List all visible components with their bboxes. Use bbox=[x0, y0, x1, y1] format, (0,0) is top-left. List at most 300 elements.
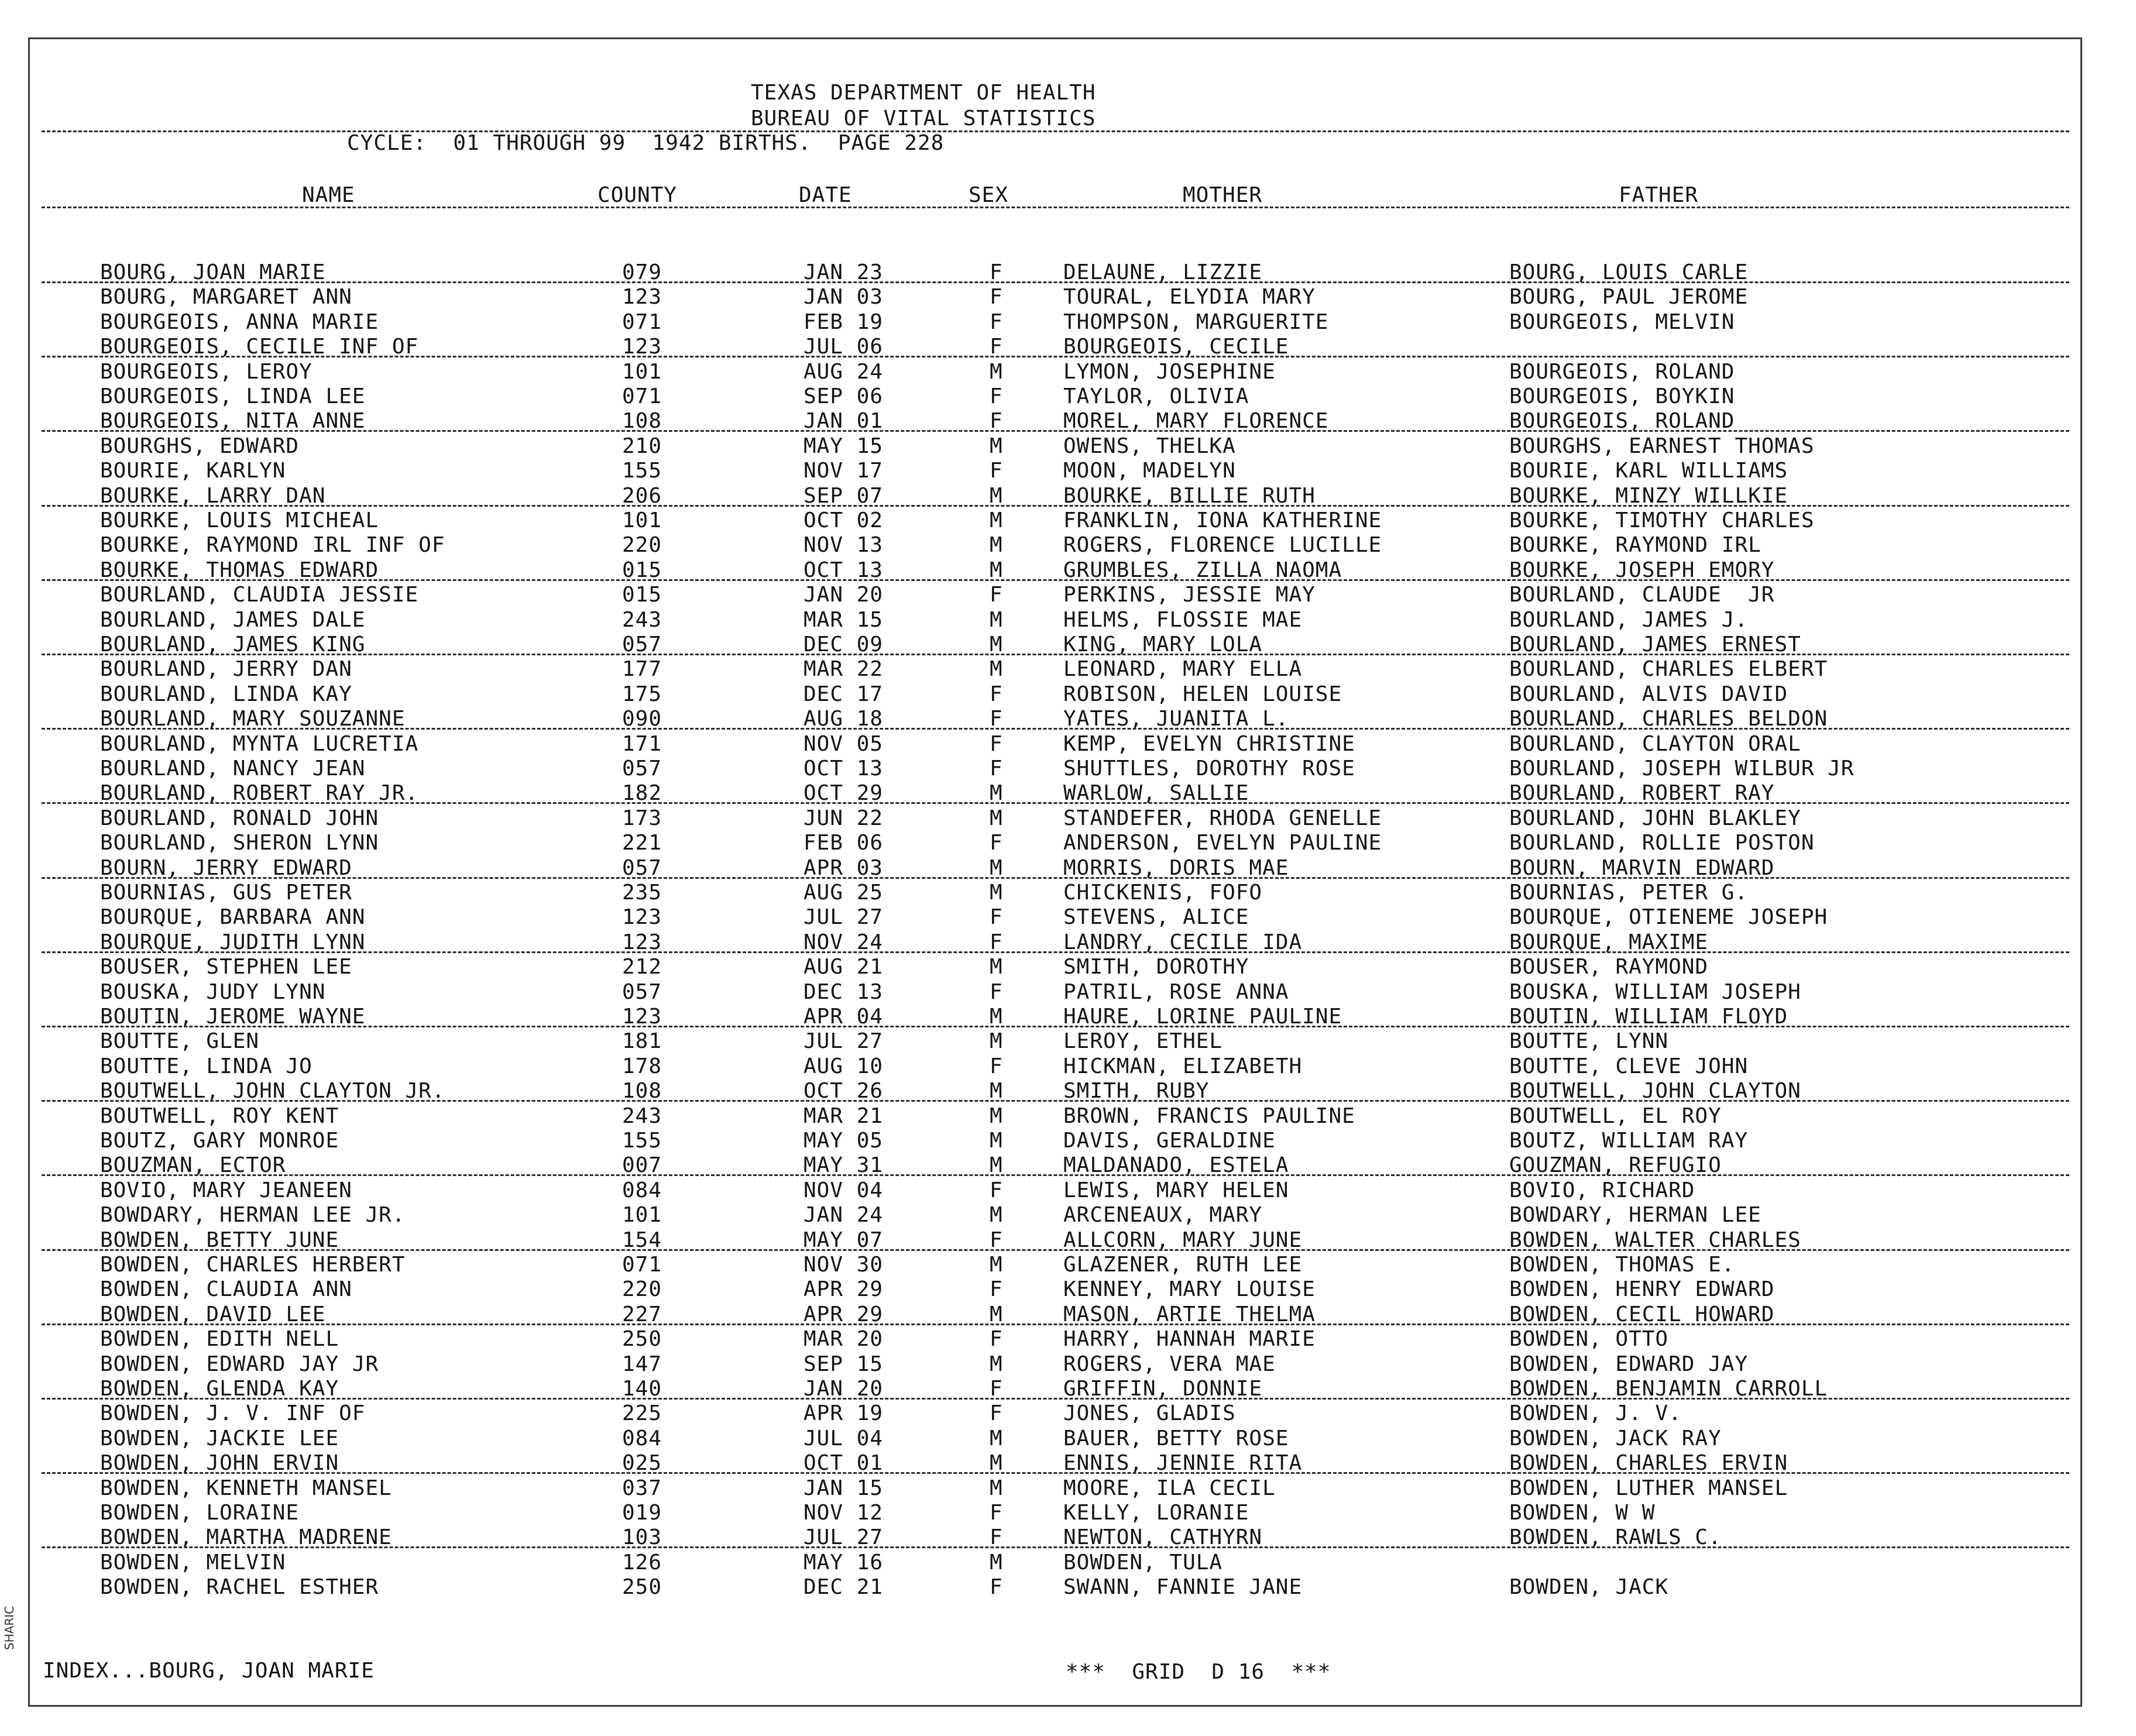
cell-mother: ANDERSON, EVELYN PAULINE bbox=[1063, 831, 1382, 855]
cell-county: 057 bbox=[622, 757, 662, 781]
cell-county: 154 bbox=[622, 1228, 662, 1252]
cell-date: APR 19 bbox=[803, 1401, 884, 1426]
side-stamp-label: SHARIC bbox=[2, 1606, 16, 1650]
cell-name: BOWDEN, LORAINE bbox=[100, 1501, 300, 1525]
cell-sex: F bbox=[990, 335, 1003, 359]
cell-date: JAN 01 bbox=[803, 409, 884, 434]
cell-date: AUG 18 bbox=[803, 707, 884, 731]
cell-name: BOURLAND, MARY SOUZANNE bbox=[100, 707, 406, 731]
row-divider bbox=[42, 877, 2069, 879]
cell-name: BOURGEOIS, CECILE INF OF bbox=[100, 335, 419, 359]
cell-county: 212 bbox=[622, 955, 662, 979]
column-header-name: NAME bbox=[302, 183, 355, 207]
cell-father: BOURG, LOUIS CARLE bbox=[1509, 260, 1749, 284]
cell-county: 178 bbox=[622, 1054, 662, 1078]
cell-county: 173 bbox=[622, 806, 662, 830]
cell-father: BOURNIAS, PETER G. bbox=[1509, 881, 1749, 905]
cell-sex: M bbox=[990, 483, 1003, 508]
cell-county: 019 bbox=[622, 1501, 662, 1525]
cell-sex: M bbox=[990, 1005, 1003, 1029]
cell-sex: F bbox=[990, 384, 1003, 408]
cell-father: BOURLAND, JAMES ERNEST bbox=[1509, 632, 1801, 656]
cell-sex: F bbox=[990, 260, 1003, 284]
cell-county: 227 bbox=[622, 1302, 662, 1326]
cell-mother: THOMPSON, MARGUERITE bbox=[1063, 310, 1329, 334]
cell-date: JAN 23 bbox=[803, 260, 884, 284]
cell-county: 220 bbox=[622, 533, 662, 558]
cell-county: 175 bbox=[622, 682, 662, 706]
cell-county: 079 bbox=[622, 260, 662, 284]
cell-mother: MOON, MADELYN bbox=[1063, 459, 1236, 483]
cell-county: 123 bbox=[622, 1005, 662, 1029]
row-divider bbox=[42, 1546, 2069, 1548]
cell-mother: KENNEY, MARY LOUISE bbox=[1063, 1277, 1316, 1302]
cell-father: BOURGEOIS, MELVIN bbox=[1509, 310, 1735, 334]
cell-date: OCT 29 bbox=[803, 781, 884, 806]
table-row bbox=[30, 1426, 2081, 1451]
cell-county: 221 bbox=[622, 831, 662, 855]
cell-mother: MOORE, ILA CECIL bbox=[1063, 1476, 1276, 1500]
table-row bbox=[30, 1575, 2081, 1600]
cell-name: BOURNIAS, GUS PETER bbox=[100, 881, 352, 905]
cell-father: BOUSKA, WILLIAM JOSEPH bbox=[1509, 979, 1801, 1004]
cell-name: BOURG, MARGARET ANN bbox=[100, 285, 352, 310]
divider bbox=[42, 130, 2069, 132]
cell-name: BOWDARY, HERMAN LEE JR. bbox=[100, 1203, 406, 1228]
cell-sex: F bbox=[990, 1327, 1003, 1352]
cell-date: MAY 05 bbox=[803, 1129, 884, 1153]
cell-name: BOUSKA, JUDY LYNN bbox=[100, 979, 326, 1004]
cell-sex: F bbox=[990, 1377, 1003, 1401]
cell-sex: F bbox=[990, 930, 1003, 954]
cell-date: FEB 19 bbox=[803, 310, 884, 334]
cell-name: BOURLAND, LINDA KAY bbox=[100, 682, 352, 706]
cell-date: JUL 27 bbox=[803, 1525, 884, 1550]
cell-county: 126 bbox=[622, 1550, 662, 1575]
cell-date: JAN 24 bbox=[803, 1203, 884, 1228]
cell-name: BOWDEN, CHARLES HERBERT bbox=[100, 1253, 406, 1277]
cell-mother: LEWIS, MARY HELEN bbox=[1063, 1178, 1289, 1202]
cell-mother: HAURE, LORINE PAULINE bbox=[1063, 1005, 1342, 1029]
cell-date: MAY 15 bbox=[803, 434, 884, 458]
cell-sex: M bbox=[990, 1104, 1003, 1128]
table-row bbox=[30, 1178, 2081, 1203]
column-header-sex: SEX bbox=[969, 183, 1009, 207]
cell-date: JAN 15 bbox=[803, 1476, 884, 1500]
table-row bbox=[30, 310, 2081, 335]
cell-date: MAR 21 bbox=[803, 1104, 884, 1128]
table-row bbox=[30, 1501, 2081, 1525]
cell-sex: F bbox=[990, 310, 1003, 334]
cell-father: BOURLAND, ALVIS DAVID bbox=[1509, 682, 1788, 706]
cell-name: BOURG, JOAN MARIE bbox=[100, 260, 326, 284]
cell-county: 182 bbox=[622, 781, 662, 806]
cell-mother: MASON, ARTIE THELMA bbox=[1063, 1302, 1316, 1326]
cell-name: BOURKE, LARRY DAN bbox=[100, 483, 326, 508]
cell-county: 177 bbox=[622, 657, 662, 682]
cell-county: 084 bbox=[622, 1426, 662, 1450]
cell-county: 108 bbox=[622, 409, 662, 434]
cell-name: BOWDEN, JOHN ERVIN bbox=[100, 1451, 339, 1476]
cell-county: 015 bbox=[622, 558, 662, 582]
table-row bbox=[30, 955, 2081, 979]
cell-date: MAY 31 bbox=[803, 1153, 884, 1178]
cell-name: BOWDEN, CLAUDIA ANN bbox=[100, 1277, 352, 1302]
cell-county: 123 bbox=[622, 905, 662, 930]
table-row bbox=[30, 682, 2081, 707]
cell-county: 071 bbox=[622, 1253, 662, 1277]
row-divider bbox=[42, 1472, 2069, 1474]
table-row bbox=[30, 1203, 2081, 1228]
cell-county: 155 bbox=[622, 459, 662, 483]
cell-sex: M bbox=[990, 1129, 1003, 1153]
table-row bbox=[30, 806, 2081, 831]
cell-mother: BOURKE, BILLIE RUTH bbox=[1063, 483, 1316, 508]
row-divider bbox=[42, 1249, 2069, 1251]
cell-date: NOV 05 bbox=[803, 731, 884, 756]
table-row bbox=[30, 980, 2081, 1005]
cell-mother: NEWTON, CATHYRN bbox=[1063, 1525, 1263, 1550]
table-row bbox=[30, 1253, 2081, 1277]
cell-mother: SWANN, FANNIE JANE bbox=[1063, 1575, 1303, 1600]
cell-father: BOWDEN, OTTO bbox=[1509, 1327, 1669, 1352]
table-row bbox=[30, 608, 2081, 632]
cell-county: 057 bbox=[622, 632, 662, 656]
cell-mother: BOWDEN, TULA bbox=[1063, 1550, 1223, 1575]
cell-date: JAN 03 bbox=[803, 285, 884, 310]
cell-name: BOWDEN, GLENDA KAY bbox=[100, 1377, 339, 1401]
cell-father: BOURKE, JOSEPH EMORY bbox=[1509, 558, 1775, 582]
cell-sex: M bbox=[990, 1029, 1003, 1054]
cell-mother: OWENS, THELKA bbox=[1063, 434, 1236, 458]
cell-date: DEC 21 bbox=[803, 1575, 884, 1600]
cell-name: BOUTIN, JEROME WAYNE bbox=[100, 1005, 366, 1029]
table-row bbox=[30, 434, 2081, 459]
cell-county: 071 bbox=[622, 310, 662, 334]
table-row bbox=[30, 1476, 2081, 1501]
cell-county: 206 bbox=[622, 483, 662, 508]
cell-father: BOWDEN, HENRY EDWARD bbox=[1509, 1277, 1775, 1302]
cell-father: GOUZMAN, REFUGIO bbox=[1509, 1153, 1722, 1178]
cell-date: FEB 06 bbox=[803, 831, 884, 855]
cell-mother: ROGERS, VERA MAE bbox=[1063, 1352, 1276, 1376]
cell-father: BOWDEN, EDWARD JAY bbox=[1509, 1352, 1749, 1376]
cell-mother: DELAUNE, LIZZIE bbox=[1063, 260, 1263, 284]
cell-date: AUG 10 bbox=[803, 1054, 884, 1078]
cell-date: JUL 27 bbox=[803, 905, 884, 930]
cell-name: BOUTWELL, JOHN CLAYTON JR. bbox=[100, 1079, 445, 1104]
cell-mother: KING, MARY LOLA bbox=[1063, 632, 1263, 656]
cell-county: 108 bbox=[622, 1079, 662, 1104]
cell-date: OCT 01 bbox=[803, 1451, 884, 1476]
table-row bbox=[30, 732, 2081, 757]
cell-mother: ALLCORN, MARY JUNE bbox=[1063, 1228, 1303, 1252]
cell-father: BOUSER, RAYMOND bbox=[1509, 955, 1709, 979]
cell-sex: F bbox=[990, 905, 1003, 930]
document-page bbox=[28, 37, 2082, 1707]
cell-date: MAR 15 bbox=[803, 607, 884, 632]
cell-county: 123 bbox=[622, 335, 662, 359]
cell-father: BOVIO, RICHARD bbox=[1509, 1178, 1695, 1202]
cell-mother: DAVIS, GERALDINE bbox=[1063, 1129, 1276, 1153]
cell-date: OCT 13 bbox=[803, 757, 884, 781]
cell-father: BOWDEN, BENJAMIN CARROLL bbox=[1509, 1377, 1828, 1401]
table-row bbox=[30, 1129, 2081, 1153]
cell-mother: BAUER, BETTY ROSE bbox=[1063, 1426, 1289, 1450]
cell-name: BOURLAND, JAMES KING bbox=[100, 632, 366, 656]
cell-date: DEC 17 bbox=[803, 682, 884, 706]
cell-county: 243 bbox=[622, 607, 662, 632]
cell-date: JAN 20 bbox=[803, 583, 884, 607]
cell-father: BOURLAND, JAMES J. bbox=[1509, 607, 1749, 632]
cell-name: BOWDEN, EDWARD JAY JR bbox=[100, 1352, 379, 1376]
cell-county: 057 bbox=[622, 855, 662, 880]
cell-father: BOWDARY, HERMAN LEE bbox=[1509, 1203, 1761, 1228]
cell-mother: WARLOW, SALLIE bbox=[1063, 781, 1249, 806]
cell-county: 101 bbox=[622, 1203, 662, 1228]
row-divider bbox=[42, 951, 2069, 953]
cell-father: BOWDEN, JACK bbox=[1509, 1575, 1669, 1600]
cell-mother: CHICKENIS, FOFO bbox=[1063, 881, 1263, 905]
cell-mother: GRIFFIN, DONNIE bbox=[1063, 1377, 1263, 1401]
cell-sex: M bbox=[990, 359, 1003, 384]
cell-mother: BROWN, FRANCIS PAULINE bbox=[1063, 1104, 1355, 1128]
cell-name: BOWDEN, RACHEL ESTHER bbox=[100, 1575, 379, 1600]
table-row bbox=[30, 459, 2081, 483]
cell-name: BOWDEN, KENNETH MANSEL bbox=[100, 1476, 392, 1500]
cell-father: BOURGHS, EARNEST THOMAS bbox=[1509, 434, 1815, 458]
cell-father: BOURLAND, CHARLES ELBERT bbox=[1509, 657, 1828, 682]
cell-county: 147 bbox=[622, 1352, 662, 1376]
cell-name: BOURLAND, CLAUDIA JESSIE bbox=[100, 583, 419, 607]
cell-name: BOURLAND, JAMES DALE bbox=[100, 607, 366, 632]
cell-mother: STANDEFER, RHODA GENELLE bbox=[1063, 806, 1382, 830]
cell-father: BOWDEN, J. V. bbox=[1509, 1401, 1682, 1426]
table-row bbox=[30, 384, 2081, 409]
cell-mother: MORRIS, DORIS MAE bbox=[1063, 855, 1289, 880]
cell-sex: F bbox=[990, 707, 1003, 731]
cell-sex: F bbox=[990, 1525, 1003, 1550]
cell-date: APR 29 bbox=[803, 1277, 884, 1302]
cell-father: BOURN, MARVIN EDWARD bbox=[1509, 855, 1775, 880]
department-title: TEXAS DEPARTMENT OF HEALTH bbox=[751, 81, 1096, 105]
cell-name: BOVIO, MARY JEANEEN bbox=[100, 1178, 352, 1202]
cell-county: 140 bbox=[622, 1377, 662, 1401]
cell-date: MAY 07 bbox=[803, 1228, 884, 1252]
cell-name: BOUSER, STEPHEN LEE bbox=[100, 955, 352, 979]
cell-mother: BOURGEOIS, CECILE bbox=[1063, 335, 1289, 359]
cell-father: BOURQUE, OTIENEME JOSEPH bbox=[1509, 905, 1828, 930]
table-row bbox=[30, 1277, 2081, 1302]
table-row bbox=[30, 1054, 2081, 1079]
cell-date: OCT 13 bbox=[803, 558, 884, 582]
cell-date: AUG 24 bbox=[803, 359, 884, 384]
bureau-title: BUREAU OF VITAL STATISTICS bbox=[751, 106, 1096, 130]
table-row bbox=[30, 1029, 2081, 1054]
cell-sex: M bbox=[990, 632, 1003, 656]
row-divider bbox=[42, 579, 2069, 581]
cell-county: 155 bbox=[622, 1129, 662, 1153]
cell-sex: M bbox=[990, 1550, 1003, 1575]
row-divider bbox=[42, 1324, 2069, 1325]
cell-sex: M bbox=[990, 607, 1003, 632]
cell-sex: M bbox=[990, 955, 1003, 979]
cell-name: BOURGEOIS, ANNA MARIE bbox=[100, 310, 379, 334]
cell-sex: M bbox=[990, 1153, 1003, 1178]
cell-name: BOURLAND, RONALD JOHN bbox=[100, 806, 379, 830]
cell-name: BOURLAND, ROBERT RAY JR. bbox=[100, 781, 419, 806]
cell-date: NOV 12 bbox=[803, 1501, 884, 1525]
table-row bbox=[30, 360, 2081, 384]
cell-sex: M bbox=[990, 1079, 1003, 1104]
table-row bbox=[30, 757, 2081, 781]
cell-date: JUL 06 bbox=[803, 335, 884, 359]
table-row bbox=[30, 831, 2081, 855]
cell-mother: SHUTTLES, DOROTHY ROSE bbox=[1063, 757, 1355, 781]
cell-name: BOUTTE, GLEN bbox=[100, 1029, 260, 1054]
cell-county: 123 bbox=[622, 930, 662, 954]
cell-sex: M bbox=[990, 434, 1003, 458]
cell-mother: PATRIL, ROSE ANNA bbox=[1063, 979, 1289, 1004]
cell-sex: F bbox=[990, 583, 1003, 607]
cell-name: BOURQUE, BARBARA ANN bbox=[100, 905, 366, 930]
cell-name: BOWDEN, MELVIN bbox=[100, 1550, 286, 1575]
cell-date: SEP 07 bbox=[803, 483, 884, 508]
cell-sex: M bbox=[990, 558, 1003, 582]
cell-father: BOURKE, RAYMOND IRL bbox=[1509, 533, 1761, 558]
cell-date: NOV 13 bbox=[803, 533, 884, 558]
cell-mother: PERKINS, JESSIE MAY bbox=[1063, 583, 1316, 607]
table-row bbox=[30, 1327, 2081, 1352]
cell-sex: F bbox=[990, 979, 1003, 1004]
table-row bbox=[30, 881, 2081, 905]
table-row bbox=[30, 905, 2081, 930]
cell-date: JAN 20 bbox=[803, 1377, 884, 1401]
cell-father: BOURLAND, ROLLIE POSTON bbox=[1509, 831, 1815, 855]
divider bbox=[42, 207, 2069, 208]
table-row bbox=[30, 285, 2081, 310]
cell-county: 084 bbox=[622, 1178, 662, 1202]
cell-county: 057 bbox=[622, 979, 662, 1004]
cell-name: BOUTZ, GARY MONROE bbox=[100, 1129, 339, 1153]
cell-father: BOUTZ, WILLIAM RAY bbox=[1509, 1129, 1749, 1153]
cell-mother: GRUMBLES, ZILLA NAOMA bbox=[1063, 558, 1342, 582]
cell-mother: TOURAL, ELYDIA MARY bbox=[1063, 285, 1316, 310]
cell-mother: YATES, JUANITA L. bbox=[1063, 707, 1289, 731]
cell-county: 235 bbox=[622, 881, 662, 905]
cell-date: MAR 22 bbox=[803, 657, 884, 682]
cell-county: 103 bbox=[622, 1525, 662, 1550]
cell-mother: KEMP, EVELYN CHRISTINE bbox=[1063, 731, 1355, 756]
cell-date: SEP 15 bbox=[803, 1352, 884, 1376]
cell-father: BOWDEN, CECIL HOWARD bbox=[1509, 1302, 1775, 1326]
row-divider bbox=[42, 802, 2069, 804]
cell-county: 250 bbox=[622, 1575, 662, 1600]
cycle-line: CYCLE: 01 THROUGH 99 1942 BIRTHS. PAGE 228 bbox=[347, 131, 945, 155]
cell-mother: JONES, GLADIS bbox=[1063, 1401, 1236, 1426]
table-row bbox=[30, 533, 2081, 558]
cell-name: BOURGHS, EDWARD bbox=[100, 434, 300, 458]
cell-father: BOWDEN, WALTER CHARLES bbox=[1509, 1228, 1801, 1252]
column-header-date: DATE bbox=[799, 183, 852, 207]
cell-mother: GLAZENER, RUTH LEE bbox=[1063, 1253, 1303, 1277]
cell-county: 101 bbox=[622, 359, 662, 384]
cell-sex: M bbox=[990, 781, 1003, 806]
cell-father: BOURKE, TIMOTHY CHARLES bbox=[1509, 508, 1815, 532]
table-row bbox=[30, 1551, 2081, 1575]
cell-father: BOUTTE, CLEVE JOHN bbox=[1509, 1054, 1749, 1078]
cell-sex: M bbox=[990, 806, 1003, 830]
grid-footer: *** GRID D 16 *** bbox=[1066, 1660, 1331, 1684]
cell-name: BOURKE, THOMAS EDWARD bbox=[100, 558, 379, 582]
cell-county: 025 bbox=[622, 1451, 662, 1476]
cell-county: 210 bbox=[622, 434, 662, 458]
cell-name: BOUTTE, LINDA JO bbox=[100, 1054, 312, 1078]
cell-date: AUG 21 bbox=[803, 955, 884, 979]
cell-father: BOURLAND, JOHN BLAKLEY bbox=[1509, 806, 1801, 830]
cell-date: JUN 22 bbox=[803, 806, 884, 830]
cell-name: BOURGEOIS, LINDA LEE bbox=[100, 384, 366, 408]
cell-date: NOV 04 bbox=[803, 1178, 884, 1202]
cell-father: BOURGEOIS, BOYKIN bbox=[1509, 384, 1735, 408]
cell-father: BOWDEN, THOMAS E. bbox=[1509, 1253, 1735, 1277]
cell-mother: LEROY, ETHEL bbox=[1063, 1029, 1223, 1054]
table-row bbox=[30, 1352, 2081, 1377]
cell-name: BOWDEN, MARTHA MADRENE bbox=[100, 1525, 392, 1550]
cell-sex: F bbox=[990, 409, 1003, 434]
table-row bbox=[30, 1401, 2081, 1426]
table-row bbox=[30, 657, 2081, 682]
cell-father: BOURGEOIS, ROLAND bbox=[1509, 359, 1735, 384]
cell-name: BOWDEN, DAVID LEE bbox=[100, 1302, 326, 1326]
table-row bbox=[30, 583, 2081, 607]
cell-date: DEC 13 bbox=[803, 979, 884, 1004]
cell-name: BOURLAND, SHERON LYNN bbox=[100, 831, 379, 855]
cell-date: AUG 25 bbox=[803, 881, 884, 905]
cell-county: 037 bbox=[622, 1476, 662, 1500]
row-divider bbox=[42, 1100, 2069, 1102]
cell-mother: LEONARD, MARY ELLA bbox=[1063, 657, 1303, 682]
cell-county: 250 bbox=[622, 1327, 662, 1352]
cell-county: 071 bbox=[622, 384, 662, 408]
cell-father: BOWDEN, CHARLES ERVIN bbox=[1509, 1451, 1788, 1476]
cell-mother: KELLY, LORANIE bbox=[1063, 1501, 1249, 1525]
cell-date: MAY 16 bbox=[803, 1550, 884, 1575]
cell-date: OCT 26 bbox=[803, 1079, 884, 1104]
cell-mother: ROBISON, HELEN LOUISE bbox=[1063, 682, 1342, 706]
cell-mother: LANDRY, CECILE IDA bbox=[1063, 930, 1303, 954]
cell-county: 220 bbox=[622, 1277, 662, 1302]
cell-father: BOWDEN, JACK RAY bbox=[1509, 1426, 1722, 1450]
cell-name: BOWDEN, JACKIE LEE bbox=[100, 1426, 339, 1450]
row-divider bbox=[42, 505, 2069, 507]
cell-mother: SMITH, RUBY bbox=[1063, 1079, 1210, 1104]
cell-sex: M bbox=[990, 657, 1003, 682]
column-header-county: COUNTY bbox=[597, 183, 678, 207]
index-footer: INDEX...BOURG, JOAN MARIE bbox=[43, 1659, 375, 1683]
column-header-father: FATHER bbox=[1619, 183, 1699, 207]
cell-sex: F bbox=[990, 1501, 1003, 1525]
cell-father: BOUTTE, LYNN bbox=[1509, 1029, 1669, 1054]
row-divider bbox=[42, 1026, 2069, 1027]
cell-mother: LYMON, JOSEPHINE bbox=[1063, 359, 1276, 384]
row-divider bbox=[42, 1174, 2069, 1176]
row-divider bbox=[42, 728, 2069, 730]
cell-father: BOWDEN, W W bbox=[1509, 1501, 1656, 1525]
cell-date: OCT 02 bbox=[803, 508, 884, 532]
cell-sex: M bbox=[990, 1302, 1003, 1326]
cell-date: JUL 04 bbox=[803, 1426, 884, 1450]
